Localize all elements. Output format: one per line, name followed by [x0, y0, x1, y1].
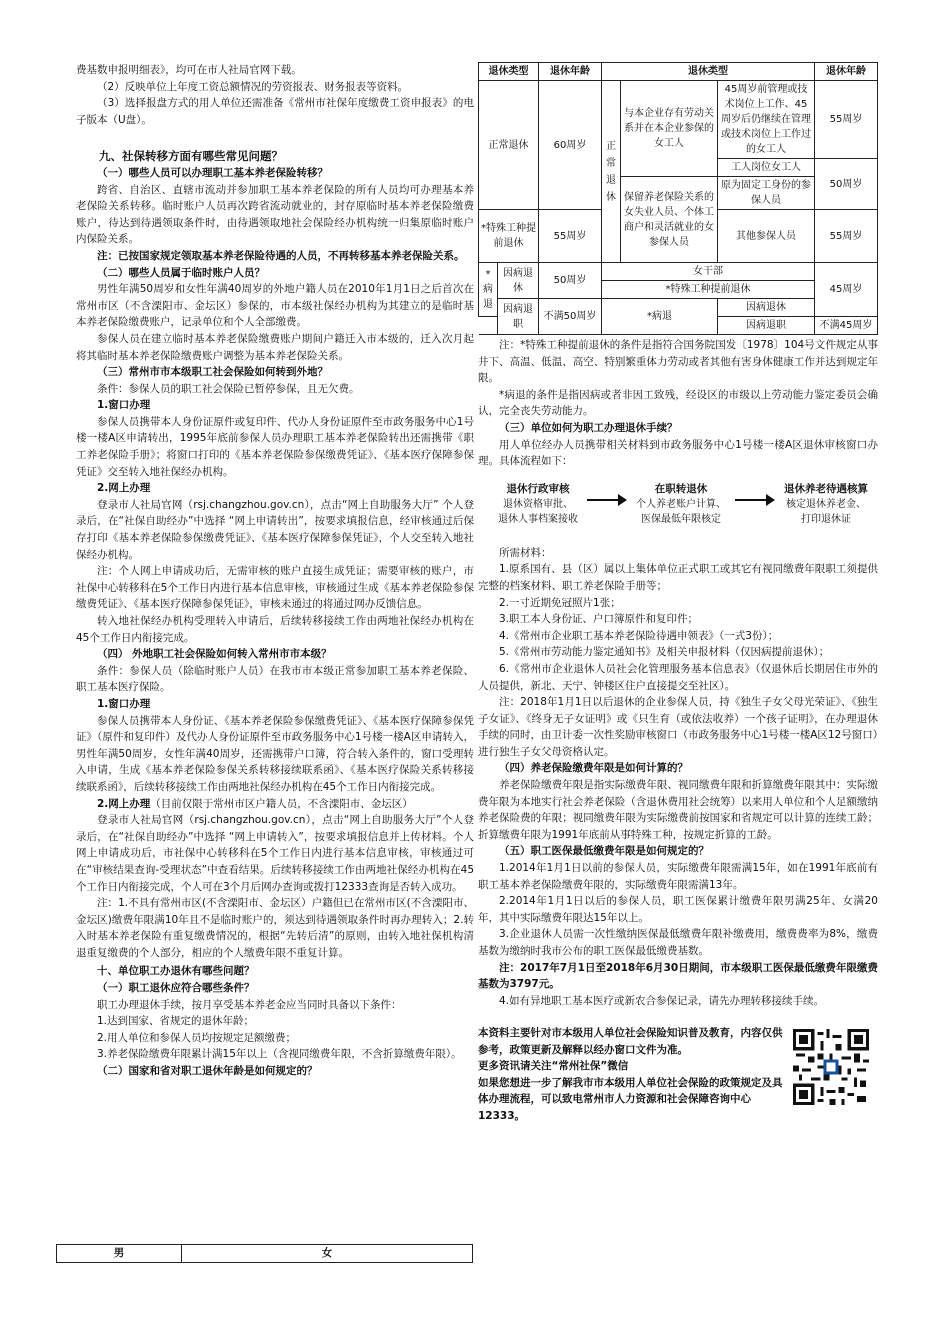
footer-line: 本资料主要针对市本级用人单位社会保险知识普及教育，内容仅供参考，政策更新及解释以经办窗口文件为准。 — [478, 1027, 783, 1056]
footer — [478, 1025, 878, 1124]
table-cell: 因病退休 — [718, 299, 815, 317]
paragraph: 用人单位经办人员携带相关材料到市政务服务中心1号楼一楼A区退休审核窗口办理。具体流程如下： — [478, 438, 878, 468]
retire-age-table-header — [56, 1244, 473, 1263]
flow-step-2 — [636, 482, 726, 527]
arrow-right-icon — [735, 494, 775, 506]
footer-line: 更多资讯请关注“常州社保”微信 — [478, 1060, 629, 1073]
table-cell: 55周岁 — [539, 210, 602, 263]
flow-step-desc: 退休人事档案接收 — [498, 513, 578, 525]
flow-step-title: 退休行政审核 — [506, 482, 570, 495]
table-cell: 其他参保人员 — [718, 210, 815, 263]
method-title: 2.网上办理 — [97, 797, 151, 810]
paragraph: 参保人员在建立临时基本养老保险缴费账户期间户籍迁入市本级的，迁入次月起将其临时基本养老保险缴费账户调整为基本养老保险关系。 — [76, 332, 474, 362]
left-column — [76, 62, 474, 1080]
table-cell: 正常退休 — [479, 81, 539, 210]
materials-title: 所需材料： — [499, 546, 552, 559]
method-scope: （目前仅限于常州市区户籍人员，不含溧阳市、金坛区） — [150, 797, 413, 810]
list-item: 3.职工本人身份证、户口簿原件和复印件； — [499, 613, 699, 626]
method-title: 1.窗口办理 — [97, 697, 151, 710]
retire-age-table — [478, 62, 878, 335]
table-cell: 50周岁 — [539, 263, 602, 299]
list-item: 1.原系国有、县（区）属以上集体单位正式职工或其它有视同缴费年限职工须提供完整的档案材料、职工养老保险手册等； — [478, 563, 878, 592]
table-cell: 因病退休 — [498, 263, 539, 299]
retire-process-flow — [498, 482, 868, 527]
list-item: 2.一寸近期免冠照片1张； — [499, 596, 621, 609]
table-cell: 正常退休 — [602, 81, 621, 263]
paragraph: 跨省、自治区、直辖市流动并参加职工基本养老保险的所有人员均可办理基本养老保险关系转移。临时账户人员再次跨省流动就业的，封存原临时基本养老保险缴费账户，待达到待遇领取条件时，由待遇领取地社会保险经办机构统一归集原临时账户内保险关系。 — [76, 183, 474, 246]
note: 注：1.不具有常州市区(不含溧阳市、金坛区）户籍但已在常州市区(不含溧阳市、金坛区)缴费年限满10年且不是临时账户的，须达到待遇领取条件时再办理转入；2.转入时基本养老保险有重复缴费情况的，根据“先转后清”的原则，由转入地社保机构清退重复缴费的个人部分，相应的个人缴费年限不重复计算。 — [76, 897, 474, 959]
note: 注：2017年7月1日至2018年6月30日期间，市本级职工医保最低缴费年限缴费基数为3797元。 — [478, 961, 878, 991]
paragraph: 登录市人社局官网（rsj.changzhou.gov.cn），点击“网上自助服务大厅”个人登录后，在“社保自助经办”中选择 “网上申请转入”，按要求填报信息并上传材料。个人网上申请成功后，市社保中心转移科在5个工作日内进行基本信息审核，审核通过可在“审核结果查询-受理状态”中查看结果。后续转移接续工作由两地社保经办机构在45个工作日内衔接完成，个人可在3个月后网办查询或拨打12333查询是否转入成功。 — [76, 814, 474, 893]
table-header: 退休年龄 — [539, 63, 602, 81]
flow-step-desc: 医保最低年限核定 — [641, 513, 721, 525]
paragraph: 费基数申报明细表》，均可在市人社局官网下载。 — [76, 64, 302, 76]
flow-step-3 — [784, 482, 868, 527]
question-title: （二）国家和省对职工退休年龄是如何规定的？ — [97, 1065, 318, 1078]
flow-step-desc: 打印退休证 — [801, 513, 851, 525]
table-cell: 55周岁 — [815, 81, 878, 159]
paragraph: 男性年满50周岁和女性年满40周岁的外地户籍人员在2010年1月1日之后首次在常州市区（不含溧阳市、金坛区）参保的，市本级社保经办机构为其建立的是临时基本养老保险缴费账户，记录单位和个人全部缴费。 — [76, 283, 474, 329]
table-cell: *特殊工种提前退休 — [602, 281, 815, 299]
list-item: 3.养老保险缴费年限累计满15年以上（含视同缴费年限，不含折算缴费年限）。 — [97, 1048, 462, 1061]
footer-line: 如果您想进一步了解我市市本级用人单位社会保险的政策规定及具体办理流程，可以致电常州市人力资源和社会保障咨询中心12333。 — [478, 1076, 783, 1122]
right-column — [478, 62, 878, 1124]
note: 注：2018年1月1日以后退休的企业参保人员，持《独生子女父母光荣证》、《独生子女证》、《终身无子女证明》或《只生育（或依法收养）一个孩子证明》，在办理退休手续的同时，由卫计委一次性奖励审核窗口（市政务服务中心1号楼一楼A区12号窗口）进行独生子女父母资格认定。 — [478, 696, 878, 758]
table-cell: 工人岗位女工人 — [718, 159, 815, 177]
table-header: 退休年龄 — [815, 63, 878, 81]
paragraph: 转入地社保经办机构受理转入申请后，后续转移接续工作由两地社保经办机构在45个工作日内衔接完成。 — [76, 615, 474, 644]
section-title: 十、单位职工办退休有哪些问题？ — [97, 965, 255, 978]
question-title: （二）哪些人员属于临时账户人员？ — [97, 266, 265, 279]
flow-step-title: 在职转退休 — [654, 482, 708, 495]
list-item: 1.2014年1月1日以前的参保人员，实际缴费年限需满15年，如在1991年底前有职工基本养老保险缴费年限的，实际缴费年限需满13年。 — [478, 862, 878, 891]
paragraph: 参保人员携带本人身份证、《基本养老保险参保缴费凭证》、《基本医疗保障参保凭证》（原件和复印件）及代办人身份证原件至市政务服务中心1号楼一楼A区申请转入，男性年满50周岁，女性年满40周岁，还需携带户口簿，符合转入条件的，窗口受理转入申请，生成《基本养老保险参保关系转移接续联系函》、《基本医疗保险关系转移接续联系函》，后续转移接续工作由两地社保经办机构在45个工作日内衔接完成。 — [76, 714, 474, 793]
question-title: （四）养老保险缴费年限是如何计算的？ — [499, 762, 688, 775]
table-cell: 50周岁 — [815, 159, 878, 210]
method-title: 2.网上办理 — [97, 482, 151, 495]
male-header: 男 — [57, 1245, 182, 1263]
paragraph: 职工办理退休手续，按月享受基本养老金应当同时具备以下条件： — [97, 998, 402, 1011]
paragraph: 登录市人社局官网（rsj.changzhou.gov.cn），点击“网上自助服务大厅” 个人登录后，在“社保自助经办”中选择 “网上申请转出”，按要求填报信息，经审核通过后保存打印《基本养老保险参保缴费凭证》、《基本医疗保障参保凭证》，个人交至转入地社保经办机构。 — [76, 498, 474, 561]
question-title: （五）职工医保最低缴费年限是如何规定的？ — [499, 845, 709, 858]
arrow-right-icon — [587, 494, 627, 506]
table-cell: *特殊工种提前退休 — [479, 210, 539, 263]
list-item: 2.2014年1月1日以后的参保人员，职工医保累计缴费年限男满25年、女满20年，其中实际缴费年限达15年以上。 — [478, 895, 878, 924]
table-cell: 55周岁 — [815, 210, 878, 263]
table-cell: 不满45周岁 — [815, 317, 878, 335]
table-cell: 不满50周岁 — [539, 299, 602, 335]
table-header: 退休类型 — [479, 63, 539, 81]
qr-code-icon — [793, 1029, 869, 1105]
paragraph: （2）反映单位上年度工资总额情况的劳资报表、财务报表等资料。 — [97, 80, 409, 93]
question-title: （四） 外地职工社会保险如何转入常州市市本级？ — [97, 648, 332, 661]
table-cell: *病退 — [479, 263, 498, 317]
list-item: 3.企业退休人员需一次性缴纳医保最低缴费年限补缴费用，缴费费率为8%，缴费基数为缴纳时我市公布的职工医保最低缴费基数。 — [478, 928, 878, 957]
table-cell: 45周岁 — [815, 263, 878, 317]
note: *病退的条件是指因病或者非因工致残，经设区的市级以上劳动能力鉴定委员会确认，完全丧失劳动能力。 — [478, 388, 878, 418]
flow-step-1 — [498, 482, 578, 527]
table-cell — [479, 317, 498, 335]
paragraph: （3）选择报盘方式的用人单位还需准备《常州市社保年度缴费工资申报表》的电子版本（U盘）。 — [76, 97, 474, 126]
section-title: 九、社保转移方面有哪些常见问题？ — [99, 149, 283, 164]
table-cell: 女干部 — [602, 263, 815, 281]
table-cell: 与本企业存有劳动关系并在本企业参保的女工人 — [621, 81, 718, 177]
table-cell: *病退 — [602, 299, 718, 335]
note: 注：个人网上申请成功后，无需审核的账户直接生成凭证；需要审核的账户，市社保中心转移科在5个工作日内进行基本信息审核，审核通过生成《基本养老保险参保缴费凭证》、《基本医疗保障参保凭证》，审核未通过的将通过网办反馈信息。 — [76, 565, 474, 611]
female-header: 女 — [182, 1245, 473, 1263]
table-cell: 保留养老保险关系的女失业人员、个体工商户和灵活就业的女参保人员 — [621, 177, 718, 263]
paragraph: 养老保险缴费年限是指实际缴费年限、视同缴费年限和折算缴费年限其中：实际缴费年限为本地实行社会养老保险（含退休费用社会统筹）以来用人单位和个人足额缴纳养老保险费的年限；视同缴费年限为实际缴费前按国家和省规定可以计算的连续工龄；折算缴费年限为1991年底前从事特殊工种，按规定折算的工龄。 — [478, 779, 878, 841]
list-item: 2.用人单位和参保人员均按规定足额缴费； — [97, 1031, 297, 1044]
footer-text — [478, 1025, 783, 1124]
paragraph: 条件：参保人员（除临时账户人员）在我市市本级正常参加职工基本养老保险、职工基本医疗保险。 — [76, 664, 474, 694]
note: 注：已按国家规定领取基本养老保险待遇的人员，不再转移基本养老保险关系。 — [97, 249, 465, 262]
method-title: 1.窗口办理 — [97, 399, 151, 412]
table-cell: 60周岁 — [539, 81, 602, 210]
note: 注：*特殊工种提前退休的条件是指符合国务院国发〔1978〕104号文件规定从事井下、高温、低温、高空、特别繁重体力劳动或者其他有害身体健康工作并达到规定年限。 — [478, 339, 878, 385]
table-cell: 因病退职 — [498, 299, 539, 335]
list-item: 1.达到国家、省规定的退休年龄； — [97, 1015, 255, 1028]
list-item: 4.如有异地职工基本医疗或新农合参保记录，请先办理转移接续手续。 — [499, 994, 825, 1007]
question-title: （三）常州市市本级职工社会保险如何转到外地？ — [97, 366, 328, 379]
table-cell: 因病退职 — [718, 317, 815, 335]
flow-step-title: 退休养老待遇核算 — [784, 482, 868, 495]
method-line — [76, 796, 474, 813]
question-title: （一）哪些人员可以办理职工基本养老保险转移？ — [97, 166, 328, 179]
table-header: 退休类型 — [602, 63, 815, 81]
question-title: （三）单位如何为职工办理退休手续？ — [499, 421, 678, 434]
paragraph: 参保人员携带本人身份证原件或复印件、代办人身份证原件至市政务服务中心1号楼一楼A区申请转出，1995年底前参保人员办理职工基本养老保险转出还需携带《职工养老保险手册》；将窗口打印的《基本养老保险参保缴费凭证》、《基本医疗保障参保凭证》交至转入地社保经办机构。 — [76, 415, 474, 478]
list-item: 6.《常州市企业退休人员社会化管理服务基本信息表》（仅退休后长期居住市外的人员提供，新北、天宁、钟楼区住户直接提交至社区）。 — [478, 662, 878, 692]
flow-step-desc: 退休资格审批、 — [503, 498, 573, 510]
list-item: 5.《常州市劳动能力鉴定通知书》及相关申报材料（仅因病提前退休）； — [499, 646, 830, 659]
flow-step-desc: 个人养老账户计算、 — [636, 498, 726, 510]
list-item: 4.《常州市企业职工基本养老保险待遇申领表》（一式3份）； — [499, 629, 779, 642]
question-title: （一）职工退休应符合哪些条件？ — [97, 982, 255, 995]
table-cell: 45周岁前管理或技术岗位上工作、45周岁后仍继续在管理或技术岗位上工作过的女工人 — [718, 81, 815, 159]
paragraph: 条件：参保人员的职工社会保险已暂停参保，且无欠费。 — [97, 382, 360, 395]
flow-step-desc: 核定退休养老金、 — [786, 498, 866, 510]
table-cell: 原为固定工身份的参保人员 — [718, 177, 815, 210]
